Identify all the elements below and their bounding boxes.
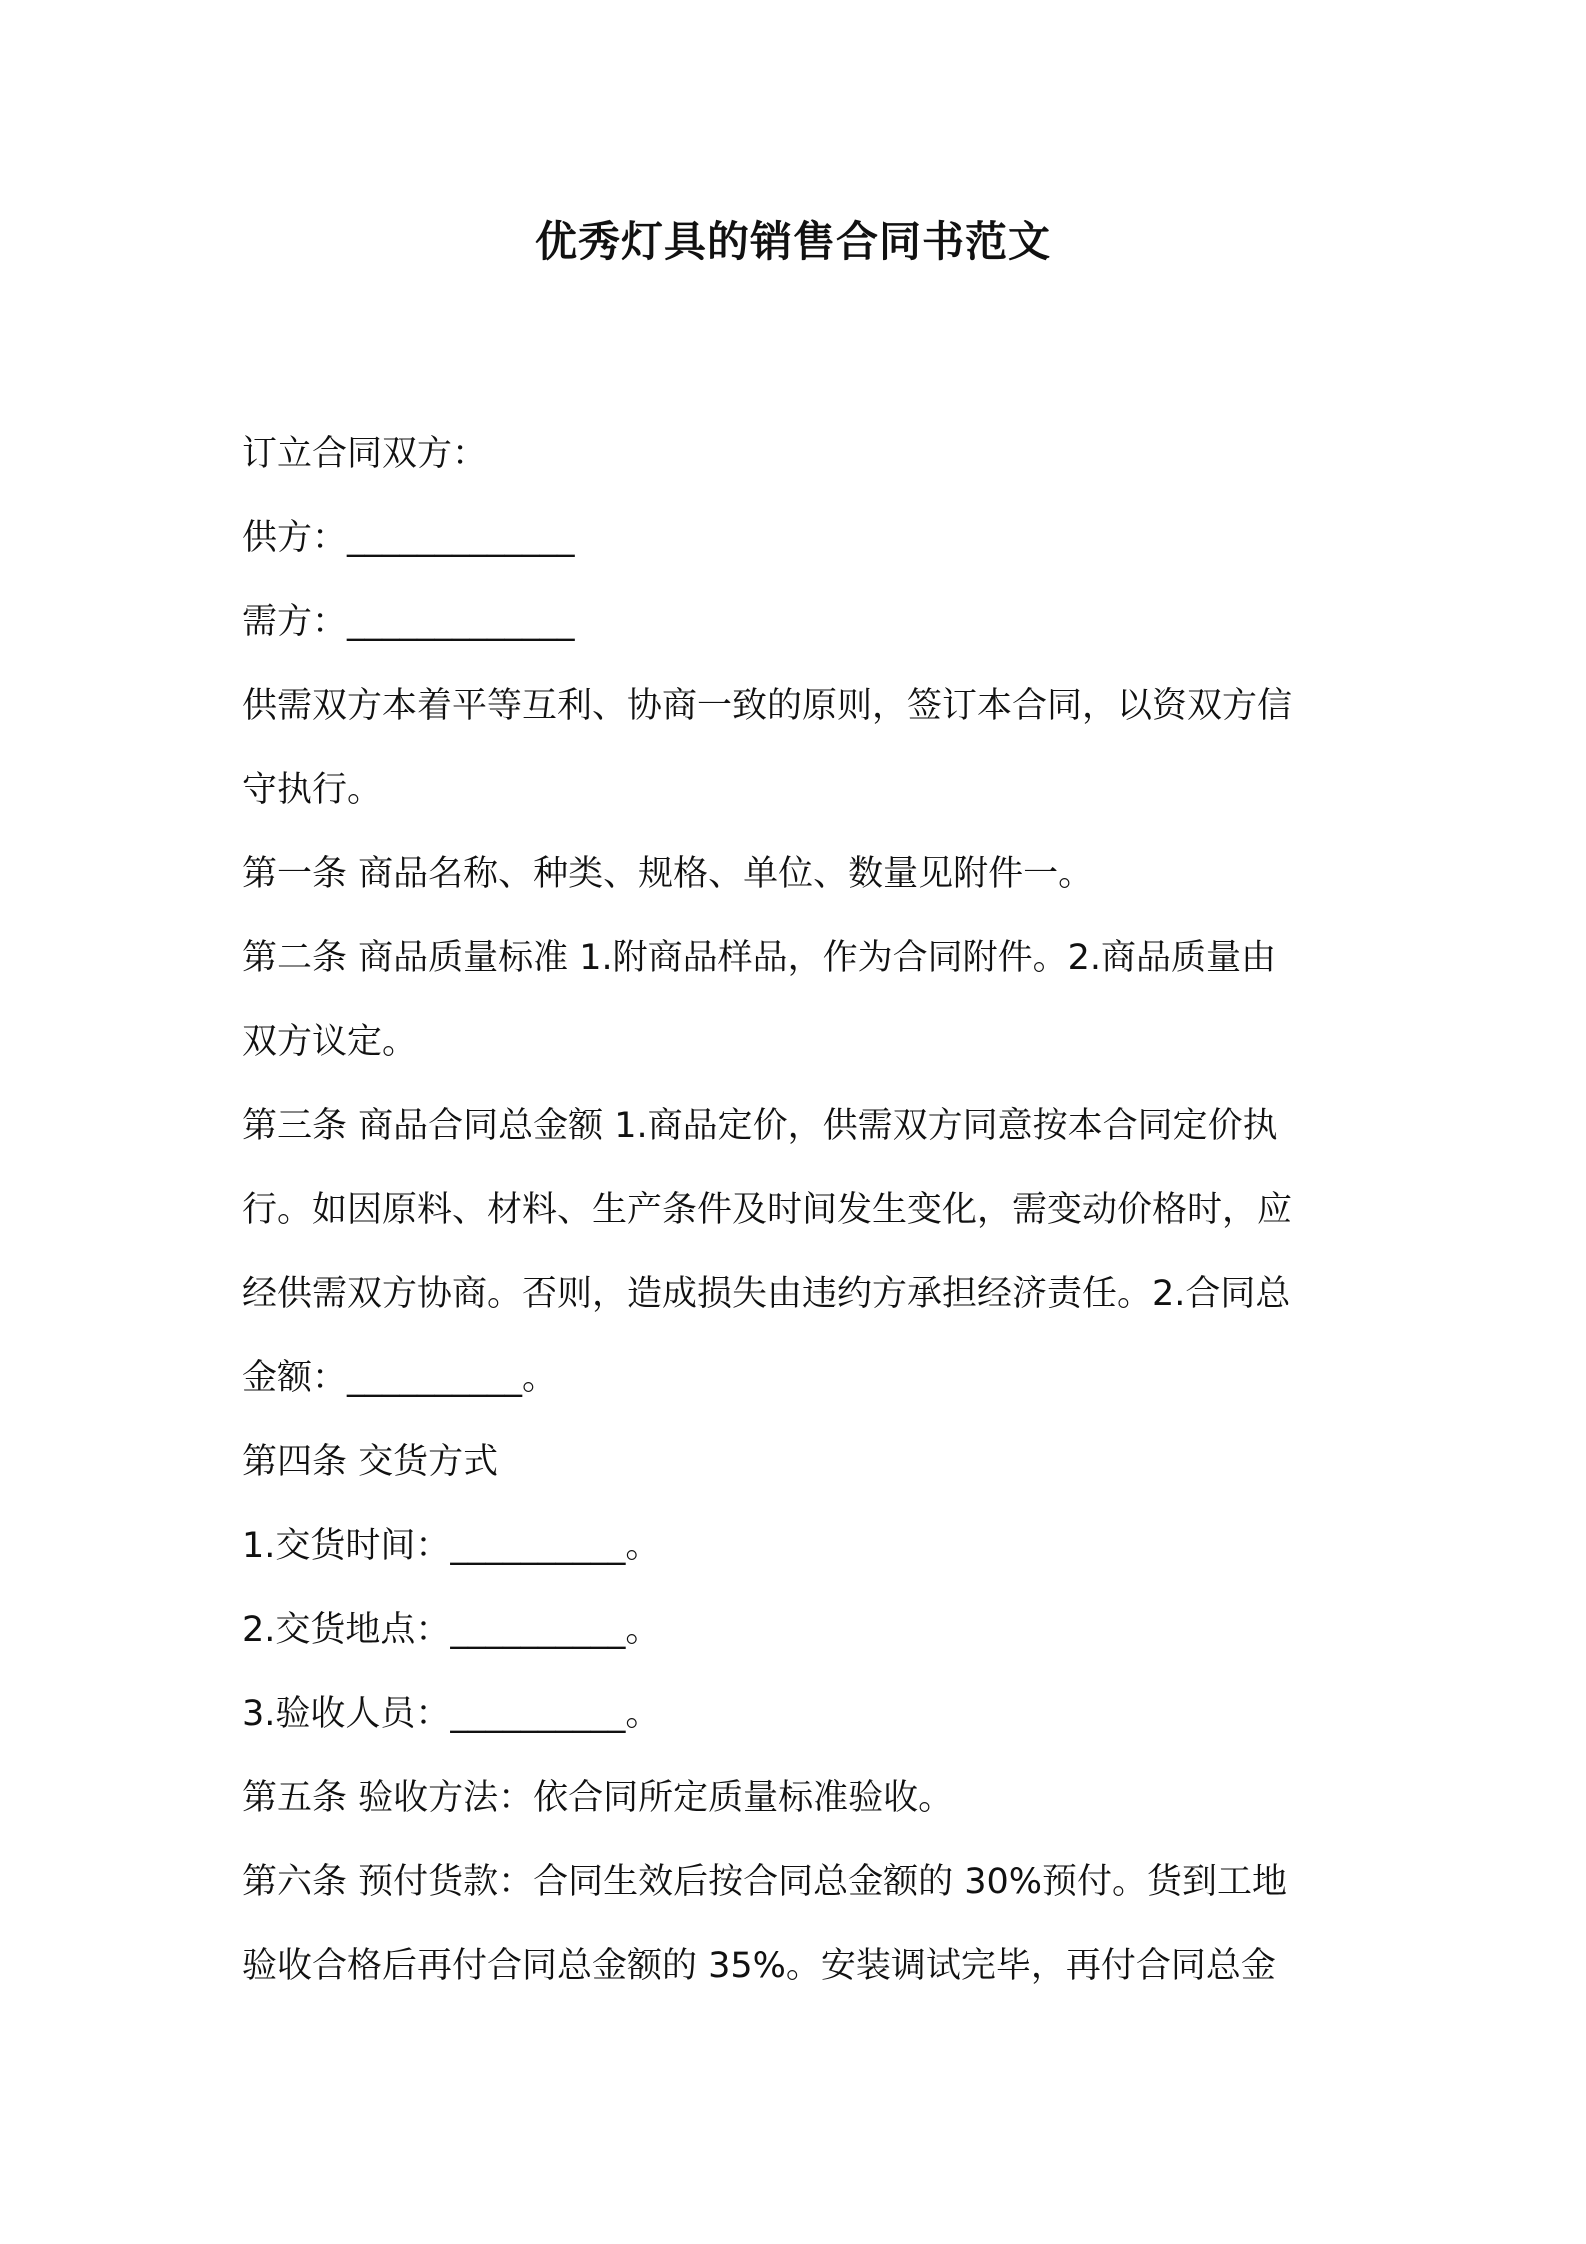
text-line: 第一条 商品名称、种类、规格、单位、数量见附件一。: [242, 854, 1094, 894]
text-line: 第二条 商品质量标准 1.附商品样品，作为合同附件。2.商品质量由: [242, 938, 1277, 978]
text-line: 订立合同双方：: [242, 434, 488, 474]
text-line: 双方议定。: [242, 1022, 418, 1062]
text-line: 第五条 验收方法：依合同所定质量标准验收。: [242, 1778, 954, 1818]
text-line: 第三条 商品合同总金额 1.商品定价，供需双方同意按本合同定价执: [242, 1106, 1278, 1146]
document-title: 优秀灯具的销售合同书范文: [534, 217, 1051, 266]
text-line: 经供需双方协商。否则，造成损失由违约方承担经济责任。2.合同总: [242, 1274, 1291, 1314]
text-line: 供需双方本着平等互利、协商一致的原则，签订本合同，以资双方信: [242, 686, 1293, 726]
text-line: 2.交货地点：__________。: [242, 1610, 661, 1650]
text-line: 需方：_____________: [242, 602, 575, 642]
text-line: 1.交货时间：__________。: [242, 1526, 661, 1566]
text-line: 供方：_____________: [242, 518, 575, 558]
document-body: [242, 412, 1354, 2008]
text-line: 第四条 交货方式: [242, 1442, 499, 1482]
text-line: 守执行。: [242, 770, 383, 810]
text-line: 3.验收人员：__________。: [242, 1694, 661, 1734]
text-line: 验收合格后再付合同总金额的 35%。安装调试完毕，再付合同总金: [242, 1946, 1276, 1986]
text-line: 第六条 预付货款：合同生效后按合同总金额的 30%预付。货到工地: [242, 1862, 1288, 1902]
text-line: 行。如因原料、材料、生产条件及时间发生变化，需变动价格时，应: [242, 1190, 1293, 1230]
text-line: 金额：__________。: [242, 1358, 558, 1398]
